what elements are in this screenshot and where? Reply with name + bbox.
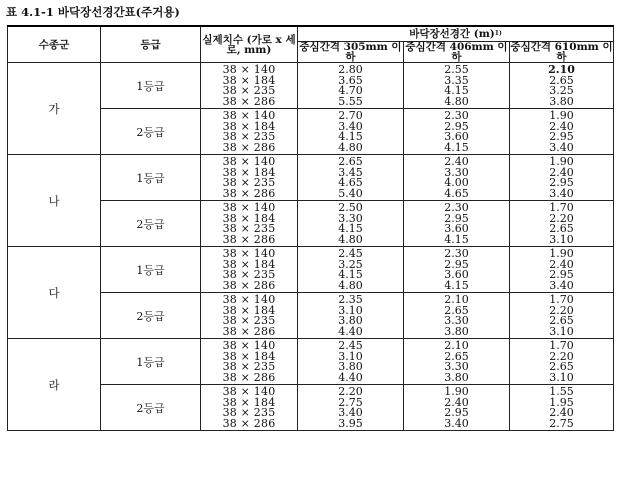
header-spacing-305: 중심간격 305mm 이하 xyxy=(299,41,402,63)
span-value: 4.65 xyxy=(444,186,469,200)
species-group-cell: 나 xyxy=(8,155,101,247)
span-cell-305 xyxy=(298,339,404,385)
table-body xyxy=(8,63,614,431)
span-cell-610 xyxy=(510,63,614,109)
grade-cell: 1등급 xyxy=(101,339,201,385)
dimension-value: 38 × 286 xyxy=(222,94,276,108)
dimension-value: 38 × 286 xyxy=(222,416,276,430)
span-cell-406 xyxy=(404,339,510,385)
span-value: 2.30 xyxy=(444,201,469,214)
span-value: 4.80 xyxy=(338,278,363,292)
span-value: 3.80 xyxy=(338,360,363,373)
span-value: 4.15 xyxy=(444,232,469,246)
span-value: 2.40 xyxy=(549,119,574,133)
span-value: 1.55 xyxy=(549,385,574,398)
span-value: 2.70 xyxy=(338,109,363,122)
span-value: 2.30 xyxy=(444,109,469,122)
dimension-cell xyxy=(201,109,298,155)
dimension-value: 38 × 235 xyxy=(222,360,276,373)
dimension-value: 38 × 140 xyxy=(222,247,276,260)
span-value: 2.55 xyxy=(444,63,469,76)
span-value: 2.95 xyxy=(444,257,469,271)
span-value: 2.65 xyxy=(549,73,574,87)
span-value: 3.40 xyxy=(549,278,574,292)
span-value: 4.15 xyxy=(444,84,469,97)
span-value: 2.20 xyxy=(549,211,574,225)
span-value: 5.40 xyxy=(338,186,363,200)
grade-cell: 2등급 xyxy=(101,109,201,155)
span-value: 4.40 xyxy=(338,324,363,338)
span-value: 1.70 xyxy=(549,293,574,306)
grade-cell: 2등급 xyxy=(101,293,201,339)
dimension-value: 38 × 140 xyxy=(222,339,276,352)
span-value: 4.15 xyxy=(444,278,469,292)
span-value: 2.50 xyxy=(338,201,363,214)
header-species: 수종군 xyxy=(8,26,101,63)
span-value: 3.80 xyxy=(444,324,469,338)
span-value: 2.40 xyxy=(549,406,574,419)
dimension-value: 38 × 286 xyxy=(222,232,276,246)
span-value: 3.40 xyxy=(549,140,574,154)
span-value: 3.25 xyxy=(549,84,574,97)
span-value: 1.90 xyxy=(549,109,574,122)
span-value: 2.20 xyxy=(338,385,363,398)
species-group-cell: 가 xyxy=(8,63,101,155)
span-value: 4.40 xyxy=(338,370,363,384)
span-value: 3.80 xyxy=(549,94,574,108)
span-value: 3.40 xyxy=(444,416,469,430)
span-value: 3.10 xyxy=(338,349,363,363)
dimension-value: 38 × 184 xyxy=(222,349,276,363)
joist-span-table xyxy=(7,25,614,431)
span-cell-610 xyxy=(510,109,614,155)
span-value: 3.35 xyxy=(444,73,469,87)
grade-cell: 1등급 xyxy=(101,155,201,201)
dimension-value: 38 × 235 xyxy=(222,268,276,281)
table-row xyxy=(8,63,614,109)
dimension-value: 38 × 140 xyxy=(222,63,276,76)
header-spacing-406: 중심간격 406mm 이하 xyxy=(405,41,508,63)
span-value: 3.30 xyxy=(444,360,469,373)
span-value: 2.10 xyxy=(444,339,469,352)
span-value: 3.40 xyxy=(338,406,363,419)
dimension-value: 38 × 235 xyxy=(222,314,276,327)
span-value: 2.65 xyxy=(549,360,574,373)
span-value: 2.80 xyxy=(338,63,363,76)
span-value: 2.20 xyxy=(549,349,574,363)
dimension-value: 38 × 140 xyxy=(222,155,276,168)
span-value: 3.40 xyxy=(338,119,363,133)
span-cell-406 xyxy=(404,247,510,293)
table-title: 표 4.1-1 바닥장선경간표(주거용) xyxy=(6,5,180,19)
span-cell-305 xyxy=(298,293,404,339)
table-row xyxy=(8,155,614,201)
span-cell-610 xyxy=(510,247,614,293)
span-value: 3.60 xyxy=(444,268,469,281)
span-value: 1.70 xyxy=(549,339,574,352)
dimension-value: 38 × 286 xyxy=(222,370,276,384)
span-value: 2.95 xyxy=(444,119,469,133)
span-value: 4.15 xyxy=(338,268,363,281)
dimension-value: 38 × 286 xyxy=(222,140,276,154)
span-value: 2.10 xyxy=(548,63,575,76)
span-value: 3.10 xyxy=(338,303,363,317)
span-value: 3.30 xyxy=(338,211,363,225)
header-grade: 등급 xyxy=(101,26,201,63)
header-dims: 실제치수 (가로 x 세로, mm) xyxy=(201,26,298,63)
species-group-cell: 라 xyxy=(8,339,101,431)
span-value: 2.65 xyxy=(444,349,469,363)
span-value: 2.95 xyxy=(444,406,469,419)
span-cell-610 xyxy=(510,385,614,431)
dimension-cell xyxy=(201,385,298,431)
span-value: 3.80 xyxy=(338,314,363,327)
span-value: 4.80 xyxy=(338,140,363,154)
span-cell-610 xyxy=(510,155,614,201)
span-value: 3.40 xyxy=(549,186,574,200)
span-value: 2.95 xyxy=(549,268,574,281)
span-value: 2.40 xyxy=(444,155,469,168)
dimension-value: 38 × 286 xyxy=(222,324,276,338)
span-value: 3.60 xyxy=(444,222,469,235)
span-value: 1.90 xyxy=(444,385,469,398)
span-value: 4.80 xyxy=(338,232,363,246)
span-value: 3.65 xyxy=(338,73,363,87)
span-value: 2.40 xyxy=(549,257,574,271)
dimension-value: 38 × 235 xyxy=(222,130,276,143)
grade-cell: 2등급 xyxy=(101,201,201,247)
dimension-cell xyxy=(201,339,298,385)
span-value: 3.95 xyxy=(338,416,363,430)
span-cell-305 xyxy=(298,109,404,155)
dimension-value: 38 × 286 xyxy=(222,186,276,200)
span-cell-305 xyxy=(298,155,404,201)
span-value: 2.95 xyxy=(549,130,574,143)
span-value: 2.10 xyxy=(444,293,469,306)
dimension-cell xyxy=(201,293,298,339)
grade-cell: 1등급 xyxy=(101,63,201,109)
span-value: 1.90 xyxy=(549,247,574,260)
span-cell-406 xyxy=(404,293,510,339)
dimension-cell xyxy=(201,155,298,201)
grade-cell: 2등급 xyxy=(101,385,201,431)
span-cell-305 xyxy=(298,201,404,247)
span-value: 3.10 xyxy=(549,232,574,246)
span-cell-406 xyxy=(404,155,510,201)
span-value: 3.10 xyxy=(549,370,574,384)
dimension-value: 38 × 140 xyxy=(222,109,276,122)
span-value: 3.60 xyxy=(444,130,469,143)
dimension-value: 38 × 235 xyxy=(222,406,276,419)
dimension-value: 38 × 184 xyxy=(222,119,276,133)
span-cell-610 xyxy=(510,339,614,385)
table-row xyxy=(8,247,614,293)
span-cell-305 xyxy=(298,63,404,109)
dimension-value: 38 × 140 xyxy=(222,293,276,306)
span-value: 4.65 xyxy=(338,176,363,189)
dimension-value: 38 × 235 xyxy=(222,222,276,235)
dimension-cell xyxy=(201,63,298,109)
dimension-value: 38 × 140 xyxy=(222,385,276,398)
footnote-marker: 1) xyxy=(494,30,502,37)
dimension-cell xyxy=(201,201,298,247)
span-value: 2.95 xyxy=(549,176,574,189)
span-value: 2.75 xyxy=(549,416,574,430)
dimension-value: 38 × 184 xyxy=(222,73,276,87)
table-row xyxy=(8,339,614,385)
span-value: 4.15 xyxy=(338,222,363,235)
dimension-value: 38 × 184 xyxy=(222,257,276,271)
dimension-value: 38 × 140 xyxy=(222,201,276,214)
span-cell-305 xyxy=(298,247,404,293)
span-value: 2.45 xyxy=(338,247,363,260)
span-value: 2.65 xyxy=(444,303,469,317)
dimension-value: 38 × 184 xyxy=(222,395,276,409)
span-cell-406 xyxy=(404,109,510,155)
dimension-value: 38 × 235 xyxy=(222,176,276,189)
span-value: 3.45 xyxy=(338,165,363,179)
dimension-value: 38 × 184 xyxy=(222,165,276,179)
span-value: 2.95 xyxy=(444,211,469,225)
span-value: 4.15 xyxy=(338,130,363,143)
span-cell-610 xyxy=(510,293,614,339)
span-value: 3.25 xyxy=(338,257,363,271)
span-value: 2.65 xyxy=(549,222,574,235)
span-value: 3.10 xyxy=(549,324,574,338)
span-value: 2.20 xyxy=(549,303,574,317)
span-value: 4.00 xyxy=(444,176,469,189)
span-cell-610 xyxy=(510,201,614,247)
span-value: 2.65 xyxy=(549,314,574,327)
span-cell-406 xyxy=(404,201,510,247)
span-value: 2.40 xyxy=(444,395,469,409)
span-value: 2.35 xyxy=(338,293,363,306)
span-value: 2.30 xyxy=(444,247,469,260)
dimension-value: 38 × 184 xyxy=(222,303,276,317)
span-value: 4.80 xyxy=(444,94,469,108)
span-value: 2.40 xyxy=(549,165,574,179)
header-span-group: 바닥장선경간 (m)$^{1)}$ xyxy=(298,26,614,42)
grade-cell: 1등급 xyxy=(101,247,201,293)
span-value: 4.15 xyxy=(444,140,469,154)
span-value: 2.65 xyxy=(338,155,363,168)
species-group-cell: 다 xyxy=(8,247,101,339)
span-cell-406 xyxy=(404,385,510,431)
span-value: 2.75 xyxy=(338,395,363,409)
span-value: 3.30 xyxy=(444,314,469,327)
dimension-value: 38 × 184 xyxy=(222,211,276,225)
span-value: 5.55 xyxy=(338,94,363,108)
dimension-cell xyxy=(201,247,298,293)
span-cell-406 xyxy=(404,63,510,109)
span-value: 1.70 xyxy=(549,201,574,214)
span-value: 2.45 xyxy=(338,339,363,352)
span-value: 3.30 xyxy=(444,165,469,179)
span-value: 1.95 xyxy=(549,395,574,409)
dimension-value: 38 × 286 xyxy=(222,278,276,292)
header-spacing-610: 중심간격 610mm 이하 xyxy=(510,41,613,63)
dimension-value: 38 × 235 xyxy=(222,84,276,97)
span-value: 3.80 xyxy=(444,370,469,384)
span-value: 1.90 xyxy=(549,155,574,168)
span-value: 4.70 xyxy=(338,84,363,97)
span-cell-305 xyxy=(298,385,404,431)
